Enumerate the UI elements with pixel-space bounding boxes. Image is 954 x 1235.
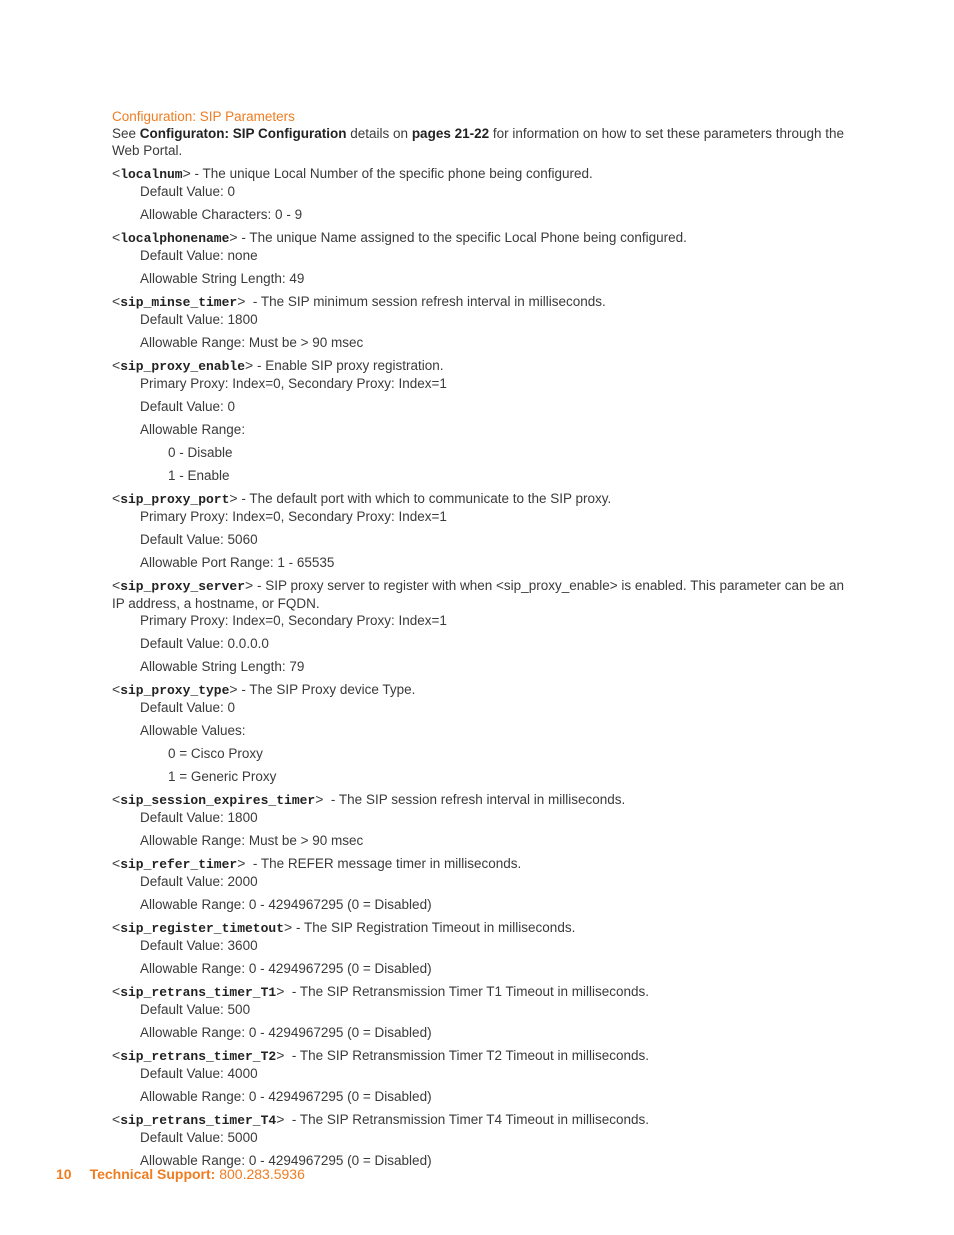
angle-close: >: [315, 791, 324, 807]
intro-suffix: for information on how to set these parameters through the Web Portal.: [112, 126, 845, 158]
angle-open: <: [112, 357, 121, 373]
angle-close: >: [276, 1047, 285, 1063]
param-sip-retrans-timer-T2: [112, 1047, 848, 1105]
param-description: - Enable SIP proxy registration.: [253, 358, 444, 373]
param-description: - The SIP session refresh interval in milliseconds.: [323, 792, 626, 807]
param-detail: Default Value: 1800: [140, 312, 258, 327]
param-detail: Primary Proxy: Index=0, Secondary Proxy: Index=1: [140, 509, 447, 524]
param-heading: [112, 919, 848, 937]
param-name: sip_retrans_timer_T2: [120, 1049, 277, 1064]
param-heading: [112, 1111, 848, 1129]
param-detail: Default Value: 0: [140, 399, 236, 414]
param-detail: Default Value: 0.0.0.0: [140, 636, 269, 651]
angle-open: <: [112, 983, 121, 999]
param-heading: [112, 357, 848, 375]
param-localphonename: [112, 229, 848, 287]
param-option: 0 - Disable: [168, 445, 233, 460]
page-number: 10: [56, 1166, 72, 1182]
angle-open: <: [112, 681, 121, 697]
param-description: - The unique Local Number of the specific phone being configured.: [190, 166, 593, 181]
param-detail: Allowable Range:: [140, 422, 246, 437]
intro-link-pages: pages 21-22: [411, 126, 490, 141]
angle-open: <: [112, 577, 121, 593]
angle-open: <: [112, 1047, 121, 1063]
angle-close: >: [237, 855, 246, 871]
param-detail: Allowable String Length: 79: [140, 659, 305, 674]
param-sip-proxy-type: [112, 681, 848, 785]
page-footer: [56, 1166, 305, 1183]
intro-mid: details on: [346, 126, 412, 141]
param-heading: [112, 165, 848, 183]
param-name: sip_refer_timer: [120, 857, 238, 872]
param-detail: Default Value: none: [140, 248, 258, 263]
param-detail: Allowable Range: Must be > 90 msec: [140, 833, 364, 848]
param-detail: Default Value: 0: [140, 184, 236, 199]
param-detail: Default Value: 1800: [140, 810, 258, 825]
param-name: sip_retrans_timer_T1: [120, 985, 277, 1000]
document-body: [112, 108, 848, 1169]
param-heading: [112, 1047, 848, 1065]
param-name: sip_register_timetout: [120, 921, 285, 936]
param-option: 1 = Generic Proxy: [168, 769, 277, 784]
param-heading: [112, 490, 848, 508]
param-detail: Primary Proxy: Index=0, Secondary Proxy: Index=1: [140, 613, 447, 628]
parameter-list: [112, 165, 848, 1169]
param-name: localphonename: [120, 231, 230, 246]
param-description: - The SIP Retransmission Timer T1 Timeout in milliseconds.: [284, 984, 650, 999]
param-detail: Allowable Range: 0 - 4294967295 (0 = Disabled): [140, 1153, 432, 1168]
intro-prefix: See: [112, 126, 140, 141]
param-detail: Allowable Range: 0 - 4294967295 (0 = Disabled): [140, 961, 432, 976]
param-name: sip_proxy_server: [120, 579, 246, 594]
intro-link-config: Configuraton: SIP Configuration: [139, 126, 347, 141]
param-heading: [112, 229, 848, 247]
param-name: sip_proxy_enable: [120, 359, 246, 374]
angle-open: <: [112, 791, 121, 807]
param-sip-retrans-timer-T1: [112, 983, 848, 1041]
param-detail: Allowable Characters: 0 - 9: [140, 207, 303, 222]
param-sip-refer-timer: [112, 855, 848, 913]
section-title: Configuration: SIP Parameters: [112, 109, 295, 124]
param-option: 1 - Enable: [168, 468, 230, 483]
param-name: localnum: [120, 167, 183, 182]
param-option: 0 = Cisco Proxy: [168, 746, 263, 761]
param-heading: [112, 577, 848, 612]
angle-close: >: [284, 919, 293, 935]
param-description: - The SIP Retransmission Timer T2 Timeout in milliseconds.: [284, 1048, 650, 1063]
param-detail: Allowable Values:: [140, 723, 246, 738]
param-name: sip_proxy_type: [120, 683, 230, 698]
param-detail: Allowable Port Range: 1 - 65535: [140, 555, 335, 570]
support-phone: 800.283.5936: [219, 1166, 305, 1182]
param-name: sip_proxy_port: [120, 492, 230, 507]
angle-open: <: [112, 293, 121, 309]
param-heading: [112, 293, 848, 311]
angle-open: <: [112, 229, 121, 245]
param-detail: Default Value: 5060: [140, 532, 258, 547]
param-detail: Allowable String Length: 49: [140, 271, 305, 286]
angle-close: >: [245, 577, 254, 593]
param-description: - The SIP Registration Timeout in milliseconds.: [292, 920, 576, 935]
param-localnum: [112, 165, 848, 223]
param-sip-proxy-port: [112, 490, 848, 571]
param-detail: Default Value: 5000: [140, 1130, 258, 1145]
angle-open: <: [112, 165, 121, 181]
angle-close: >: [229, 681, 238, 697]
param-detail: Default Value: 4000: [140, 1066, 258, 1081]
angle-close: >: [229, 229, 238, 245]
angle-close: >: [276, 1111, 285, 1127]
param-detail: Allowable Range: 0 - 4294967295 (0 = Disabled): [140, 1025, 432, 1040]
param-sip-proxy-enable: [112, 357, 848, 484]
param-detail: Default Value: 500: [140, 1002, 251, 1017]
param-sip-minse-timer: [112, 293, 848, 351]
angle-open: <: [112, 855, 121, 871]
param-heading: [112, 681, 848, 699]
angle-close: >: [229, 490, 238, 506]
angle-close: >: [245, 357, 254, 373]
intro-paragraph: [112, 125, 848, 159]
param-detail: Default Value: 3600: [140, 938, 258, 953]
param-description: - The unique Name assigned to the specific Local Phone being configured.: [237, 230, 687, 245]
param-sip-session-expires-timer: [112, 791, 848, 849]
param-sip-register-timetout: [112, 919, 848, 977]
param-description: - The REFER message timer in milliseconds.: [245, 856, 522, 871]
param-sip-proxy-server: [112, 577, 848, 675]
param-description: - The SIP Retransmission Timer T4 Timeout in milliseconds.: [284, 1112, 650, 1127]
param-sip-retrans-timer-T4: [112, 1111, 848, 1169]
param-description: - The SIP Proxy device Type.: [237, 682, 416, 697]
param-description: - The SIP minimum session refresh interval in milliseconds.: [245, 294, 606, 309]
angle-close: >: [276, 983, 285, 999]
param-name: sip_minse_timer: [120, 295, 238, 310]
param-detail: Default Value: 0: [140, 700, 236, 715]
param-description: - SIP proxy server to register with when <sip_proxy_enable> is enabled. This parameter can be an IP address, a hostname, or FQDN.: [112, 578, 848, 611]
support-label: Technical Support:: [89, 1166, 216, 1182]
param-detail: Allowable Range: 0 - 4294967295 (0 = Disabled): [140, 1089, 432, 1104]
angle-close: >: [182, 165, 191, 181]
angle-open: <: [112, 490, 121, 506]
angle-open: <: [112, 1111, 121, 1127]
param-heading: [112, 855, 848, 873]
angle-open: <: [112, 919, 121, 935]
angle-close: >: [237, 293, 246, 309]
param-detail: Primary Proxy: Index=0, Secondary Proxy: Index=1: [140, 376, 447, 391]
param-name: sip_retrans_timer_T4: [120, 1113, 277, 1128]
param-description: - The default port with which to communicate to the SIP proxy.: [237, 491, 612, 506]
param-name: sip_session_expires_timer: [120, 793, 316, 808]
param-heading: [112, 983, 848, 1001]
param-heading: [112, 791, 848, 809]
param-detail: Default Value: 2000: [140, 874, 258, 889]
param-detail: Allowable Range: Must be > 90 msec: [140, 335, 364, 350]
param-detail: Allowable Range: 0 - 4294967295 (0 = Disabled): [140, 897, 432, 912]
